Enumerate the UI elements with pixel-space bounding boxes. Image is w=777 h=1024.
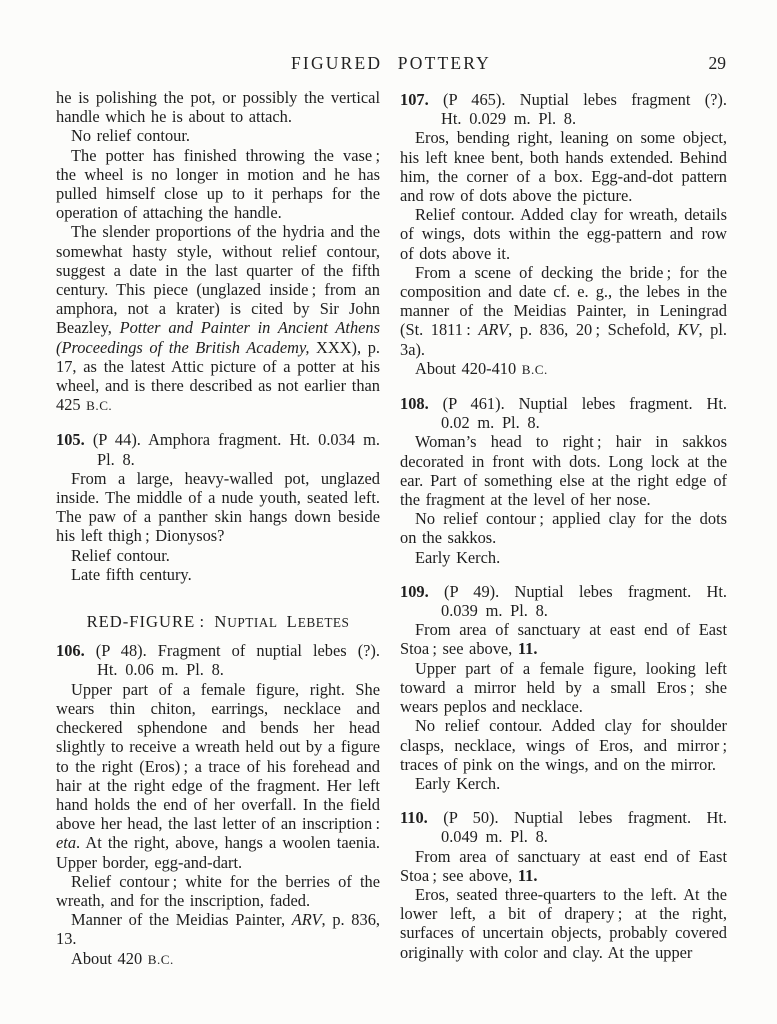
- page-header: [56, 53, 726, 75]
- paragraph: [400, 620, 727, 658]
- paragraph: [400, 716, 727, 774]
- text-segment: eta: [56, 833, 77, 853]
- text-segment: Relief contour.: [71, 545, 170, 565]
- entry-measurements: 0.02 m. Pl. 8.: [441, 413, 540, 433]
- entry-number: 107.: [400, 90, 429, 109]
- text-segment: Late fifth century.: [71, 564, 192, 584]
- text-segment: The potter has finished throwing the vase ; the wheel is no longer in motion and he has pulled himself close up to it perhaps for the operation of attaching the handle.: [56, 145, 380, 223]
- paragraph: [400, 359, 727, 379]
- text-segment: (P 50). Nuptial lebes fragment. Ht.: [443, 808, 727, 828]
- text-segment: Relief contour ; white for the berries of the wreath, and for the inscription, faded.: [56, 871, 380, 910]
- text-segment: About 420-410: [415, 358, 522, 378]
- text-segment: From a large, heavy-walled pot, unglazed inside. The middle of a nude youth, seated left. The paw of a panther skin hangs down beside his left thigh ; Dionysos?: [56, 468, 380, 546]
- entry-heading-line1: [400, 808, 727, 827]
- text-segment: Potter and Painter in Ancient Athens (Proceedings of the British Academy,: [56, 318, 380, 357]
- paragraph: [56, 949, 380, 969]
- text-segment: B.C.: [86, 398, 113, 414]
- text-segment: B.C.: [147, 951, 174, 967]
- paragraph: [56, 872, 380, 910]
- paragraph: [56, 146, 380, 223]
- text-segment: N: [214, 612, 228, 632]
- text-segment: (P 461). Nuptial lebes fragment. Ht.: [442, 394, 727, 414]
- text-segment: B.C.: [521, 361, 548, 377]
- paragraph: [56, 469, 380, 546]
- text-segment: From a scene of decking the bride ; for the composition and date cf. e. g., the lebes in the manner of the Meidias Painter, in Leningrad (St. 1811 :: [400, 262, 727, 340]
- text-segment: Eros, seated three-quarters to the left. At the lower left, a bit of drapery ; at the right, surfaces of uncertain objects, probably covered originally with color and clay. At the upper: [400, 884, 727, 962]
- text-segment: ARV: [291, 910, 322, 930]
- page-number: 29: [708, 53, 726, 73]
- catalog-entry-heading: [400, 582, 727, 620]
- text-segment: he is polishing the pot, or possibly the vertical handle which he is about to attach.: [56, 88, 380, 127]
- text-segment: Relief contour. Added clay for wreath, details of wings, dots within the egg-pattern and row of dots above it.: [400, 205, 727, 263]
- text-segment: [277, 612, 286, 631]
- text-segment: Upper part of a female figure, right. She wears thin chiton, earrings, necklace and checkered sphendone and bends her head slightly to receive a wreath held out by a figure to the right (Eros) ; a trace of his forehead and hair at the right edge of the fragment. Her left hand holds the end of her overfall. In the field above her head, the last letter of an inscription :: [56, 679, 380, 834]
- text-segment: RED-FIGURE :: [86, 612, 215, 632]
- entry-heading-line1: [400, 90, 727, 109]
- text-segment: No relief contour.: [71, 126, 191, 146]
- text-segment: No relief contour. Added clay for shoulder clasps, necklace, wings of Eros, and mirror ; traces of pink on the wings, and on the mirror.: [400, 716, 727, 774]
- paragraph: [56, 680, 380, 872]
- text-segment: , p. 836, 13.: [56, 910, 380, 949]
- entry-number: 110.: [400, 808, 428, 828]
- text-segment: KV: [677, 320, 699, 340]
- text-segment: From area of sanctuary at east end of East Stoa ; see above,: [400, 620, 727, 659]
- text-segment: (P 44). Amphora fragment. Ht. 0.034 m.: [92, 430, 381, 450]
- paragraph: [56, 565, 380, 584]
- paragraph: [400, 659, 727, 717]
- text-segment: L: [286, 612, 298, 632]
- entry-measurements: 0.039 m. Pl. 8.: [441, 601, 548, 621]
- text-segment: (P 49). Nuptial lebes fragment. Ht.: [444, 581, 728, 601]
- text-segment: 11.: [517, 639, 538, 659]
- entry-measurements: Ht. 0.06 m. Pl. 8.: [97, 660, 224, 680]
- text-segment: Woman’s head to right ; hair in sakkos decorated in front with dots. Long lock at the ear. Part of something else at the right edge of the fragment at the level of her nose.: [400, 432, 727, 510]
- paragraph: [400, 847, 727, 885]
- paragraph: [400, 885, 727, 962]
- page-title: FIGURED POTTERY: [291, 53, 491, 73]
- entry-heading-line1: [56, 430, 380, 449]
- paragraph: [400, 205, 727, 263]
- text-segment: From area of sanctuary at east end of East Stoa ; see above,: [400, 846, 727, 885]
- section-heading: [56, 612, 380, 632]
- paragraph: [400, 509, 727, 547]
- text-segment: About 420: [71, 948, 148, 968]
- text-segment: Eros, bending right, leaning on some object, his left knee bent, both hands extended. Behind him, the corner of a box. Egg-and-dot pattern and row of dots above the picture.: [400, 128, 727, 206]
- entry-heading-line1: [56, 641, 380, 660]
- text-segment: Upper part of a female figure, looking left toward a mirror held by a small Eros ; she wears peplos and necklace.: [400, 658, 727, 717]
- text-segment: The slender proportions of the hydria and the somewhat hasty style, without relief contour, suggest a date in the last quarter of the fifth century. This piece (unglazed inside ; from an amphora, not a krater) is cited by Sir John Beazley,: [56, 222, 380, 338]
- text-segment: EBETES: [297, 615, 350, 631]
- catalog-entry-heading: [400, 808, 727, 846]
- catalog-entry-heading: [56, 641, 380, 679]
- left-column: [56, 88, 380, 969]
- paragraph: [56, 126, 380, 145]
- right-column: [400, 88, 727, 962]
- text-segment: , pl. 3a).: [400, 320, 727, 359]
- entry-measurements: Pl. 8.: [97, 449, 135, 469]
- catalog-entry-heading: [56, 430, 380, 468]
- paragraph: [56, 222, 380, 415]
- entry-number: 105.: [56, 430, 85, 450]
- paragraph: [400, 263, 727, 359]
- text-segment: Manner of the Meidias Painter,: [71, 910, 292, 930]
- text-segment: UPTIAL: [227, 615, 278, 631]
- paragraph: [400, 774, 727, 793]
- paragraph: [56, 546, 380, 565]
- catalog-entry-heading: [400, 394, 727, 432]
- entry-number: 109.: [400, 581, 429, 601]
- paragraph: [56, 910, 380, 948]
- text-segment: Early Kerch.: [415, 773, 501, 793]
- entry-number: 106.: [56, 641, 85, 661]
- paragraph: [400, 432, 727, 509]
- entry-heading-line1: [400, 582, 727, 601]
- entry-number: 108.: [400, 394, 429, 414]
- text-segment: No relief contour ; applied clay for the dots on the sakkos.: [400, 509, 727, 548]
- text-segment: Early Kerch.: [415, 547, 501, 567]
- text-segment: . At the right, above, hangs a woolen taenia. Upper border, egg-and-dart.: [56, 833, 380, 872]
- text-segment: 11.: [517, 865, 538, 885]
- paragraph: [56, 88, 380, 126]
- text-segment: (P 48). Fragment of nuptial lebes (?).: [95, 641, 380, 661]
- text-segment: XXX), p. 17, as the latest Attic picture of a potter at his wheel, and is there described as not earlier than 425: [56, 337, 380, 415]
- catalog-entry-heading: [400, 90, 727, 128]
- text-segment: , p. 836, 20 ; Schefold,: [508, 320, 678, 340]
- paragraph: [400, 548, 727, 567]
- text-segment: ARV: [478, 320, 509, 340]
- paragraph: [400, 128, 727, 205]
- text-segment: (P 465). Nuptial lebes fragment (?).: [443, 90, 727, 109]
- entry-measurements: 0.049 m. Pl. 8.: [441, 827, 548, 847]
- entry-measurements: Ht. 0.029 m. Pl. 8.: [441, 109, 577, 129]
- entry-heading-line1: [400, 394, 727, 413]
